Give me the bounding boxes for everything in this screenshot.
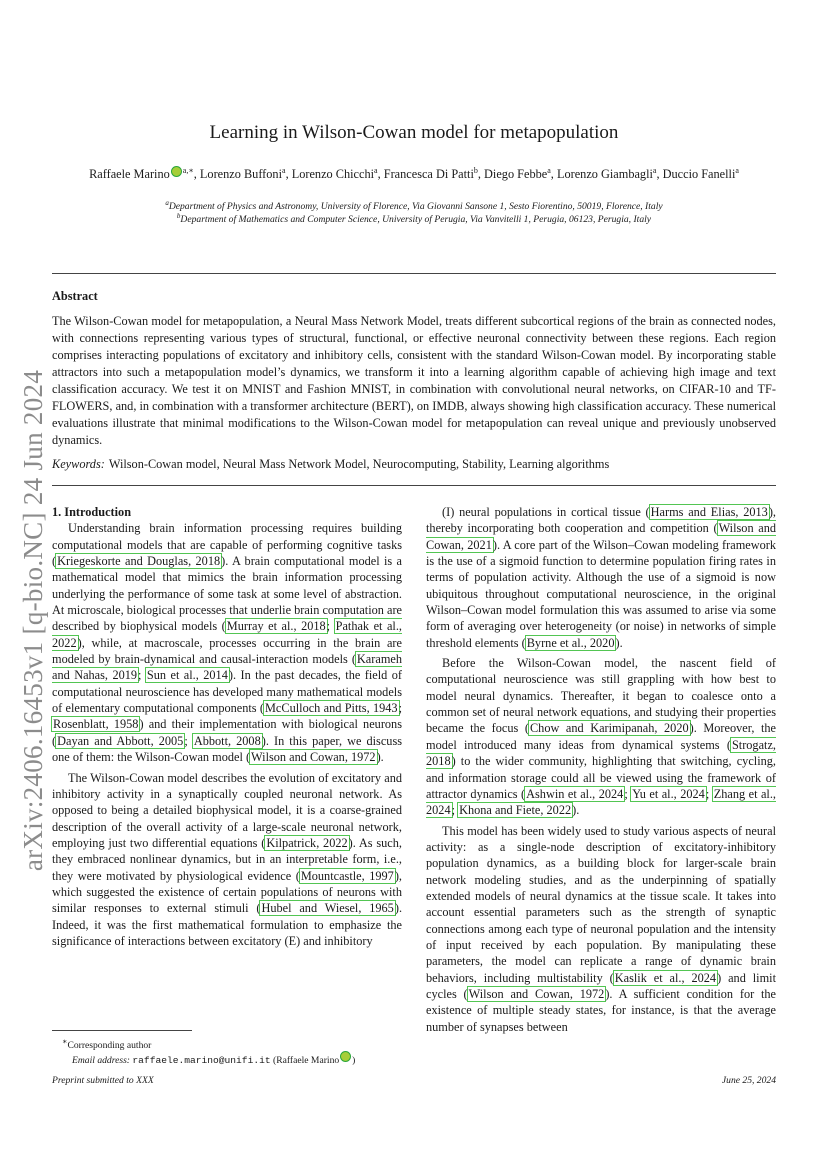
- citation-link[interactable]: Strogatz, 2018: [426, 737, 776, 769]
- citation-link[interactable]: Kilpatrick, 2022: [266, 835, 348, 850]
- body-text: ). Moreover, the model introduced many ideas from dynamical systems (: [426, 721, 776, 752]
- body-text: (I) neural populations in cortical tissue (: [442, 505, 650, 519]
- body-text: ;: [138, 668, 146, 683]
- citation-link[interactable]: Dayan and Abbott, 2005: [57, 733, 184, 748]
- body-text: ;: [184, 733, 193, 748]
- author-name: Lorenzo Giambagli: [556, 167, 653, 182]
- affiliation-mark: a: [165, 199, 169, 207]
- citation-link[interactable]: Harms and Elias, 2013: [650, 505, 768, 519]
- citation-link[interactable]: Wilson and Cowan, 1972: [468, 986, 605, 1001]
- citation-link[interactable]: Sun et al., 2014: [146, 668, 228, 683]
- section-heading: 1. Introduction: [52, 505, 132, 519]
- citation-link[interactable]: Murray et al., 2018: [226, 619, 326, 634]
- body-text: ). A core part of the Wilson–Cowan modeling framework is the use of a sigmoid function to determine population firing rates in terms of population activity. Although the use of a sigmoid is now ubiquitous throughout computational neuroscience, in the original Wilson–Cowan model formulation this was assumed to arise via some form of averaging over heterogeneity (or noise) in networks of simple threshold elements (: [426, 537, 776, 650]
- left-column: [52, 504, 402, 949]
- author-affiliation-mark: b: [473, 166, 478, 175]
- top-divider: [52, 273, 776, 274]
- abstract-text: The Wilson-Cowan model for metapopulation, a Neural Mass Network Model, treats different subcortical regions of the brain as connected nodes, with connections representing various types of structural, functional, or effective neuronal connectivity between these regions. Each region comprises interacting populations of excitatory and inhibitory cells, consistent with the standard Wilson-Cowan model. By incorporating stable attractors into such a metapopulation model’s dynamics, we transform it into a learning algorithm capable of achieving high image and text classification accuracy. We test it on MNIST and Fashion MNIST, in combination with convolutional neural networks, on CIFAR-10 and TF-FLOWERS, and, in combination with a transformer architecture (BERT), on IMDB, always showing high classification accuracy. These numerical evaluations illustrate that minimal modifications to the Wilson-Cowan model for metapopulation can reveal unique and previously unobserved dynamics.: [52, 314, 776, 447]
- body-text: ) to the wider community, highlighting that switching, cycling, and information storage could all be viewed using the framework of attractor dynamics (: [426, 754, 776, 801]
- citation-link[interactable]: Ashwin et al., 2024: [526, 786, 624, 801]
- citation-link[interactable]: Khona and Fiete, 2022: [459, 803, 572, 818]
- author-affiliation-mark: a,∗: [182, 166, 194, 175]
- author-name: Lorenzo Chicchi: [291, 167, 375, 182]
- footnote-mark: ∗: [62, 1037, 68, 1046]
- body-text: ;: [705, 786, 713, 801]
- author-name: Lorenzo Buffoni: [199, 167, 282, 182]
- author-name: Raffaele Marino: [89, 167, 170, 182]
- author-affiliation-mark: a: [652, 166, 657, 175]
- body-paragraph: [426, 504, 776, 651]
- author-affiliation-mark: a: [374, 166, 378, 175]
- citation-link[interactable]: Wilson and Cowan, 2021: [426, 521, 777, 552]
- paper-title: Learning in Wilson-Cowan model for metapopulation: [209, 122, 619, 143]
- keywords-label: Keywords:: [52, 457, 105, 471]
- arxiv-identifier-stamp: [14, 350, 54, 890]
- arxiv-id-text: arXiv:2406.16453v1 [q-bio.NC] 24 Jun 2024: [18, 369, 49, 871]
- footnote-corresponding-text: Corresponding author: [67, 1040, 152, 1052]
- footer-date: June 25, 2024: [721, 1075, 776, 1086]
- author-affiliation-mark: a: [735, 166, 739, 175]
- footnote-email: Email address: raffaele.marino@unifi.it (Raffaele Marino ): [72, 1051, 355, 1066]
- author-name: Francesca Di Patti: [383, 167, 474, 182]
- body-text: ;: [624, 786, 632, 801]
- keywords-line: [52, 457, 609, 472]
- body-text: ). In the past decades, the field of computational neuroscience has developed many mathematical models of elementary computational components (: [52, 668, 402, 716]
- body-text: ).: [376, 750, 384, 765]
- citation-link[interactable]: Zhang et al., 2024: [426, 786, 776, 818]
- body-text: ) and limit cycles (: [426, 970, 776, 1001]
- body-paragraph: [52, 770, 402, 950]
- body-text: ). A sufficient condition for the existence of multiple steady states, for instance, is that the average number of synapses between: [426, 986, 777, 1034]
- citation-link[interactable]: Yu et al., 2024: [632, 786, 705, 801]
- right-column-body: [426, 504, 776, 1035]
- email-label: Email address:: [72, 1055, 131, 1066]
- citation-link[interactable]: Rosenblatt, 1958: [53, 717, 139, 732]
- citation-link[interactable]: Kriegeskorte and Douglas, 2018: [57, 554, 221, 569]
- body-text: The Wilson-Cowan model describes the evolution of excitatory and inhibitory activity in a synaptically coupled neuronal network. As opposed to being a detailed biophysical model, it is a coarse-grained description of the overall activity of a large-scale neuronal network, employing just two differential equations (: [52, 770, 402, 850]
- body-text: ;: [326, 619, 335, 634]
- body-text: ), thereby incorporating both cooperation and competition (: [426, 505, 776, 536]
- affiliation-mark: b: [176, 212, 181, 220]
- left-column-body: [52, 520, 402, 949]
- affiliation-b: [0, 212, 828, 225]
- body-text: ;: [451, 803, 459, 818]
- body-text: This model has been widely used to study various aspects of neural activity: as a single-node description of excitatory-inhibitory population dynamics, as a building block for larger-scale brain network modeling studies, and as the underpinning of spatially extended models of neural dynamics at the tissue scale. It takes into account essential parameters such as the strength of synaptic connections among each type of neuronal population and the intensity of input received by each population. By manipulating these parameters, the model can replicate a range of dynamic brain behaviors, including multistability (: [426, 823, 776, 985]
- body-text: ).: [572, 803, 580, 818]
- citation-link[interactable]: Pathak et al., 2022: [52, 619, 402, 650]
- author-name: Diego Febbe: [484, 167, 548, 182]
- keywords-text: Wilson-Cowan model, Neural Mass Network Model, Neurocomputing, Stability, Learning algorithms: [108, 457, 610, 471]
- right-column: [426, 504, 776, 1035]
- citation-link[interactable]: Karameh and Nahas, 2019: [52, 652, 402, 683]
- body-text: Understanding brain information processing requires building computational models that are capable of performing cognitive tasks (: [52, 521, 402, 569]
- citation-link[interactable]: Wilson and Cowan, 1972: [251, 750, 376, 765]
- body-text: Before the Wilson-Cowan model, the nascent field of computational neuroscience was still grappling with how best to model neural dynamics. Thereafter, it began to coalesce onto a common set of neural network equations, and studying their properties became the focus (: [426, 656, 776, 736]
- citation-link[interactable]: McCulloch and Pitts, 1943: [265, 701, 398, 716]
- body-text: ). A brain computational model is a mathematical model that mimics the brain information processing underlying the performance of some task at some level of abstraction. At microscale, biological processes that underlie brain computation are described by biophysical models (: [52, 554, 403, 634]
- body-paragraph: [426, 823, 776, 1035]
- citation-link[interactable]: Chow and Karimipanah, 2020: [529, 721, 689, 736]
- footer-preprint: Preprint submitted to XXX: [52, 1075, 154, 1086]
- affiliation-text: Department of Physics and Astronomy, University of Florence, Via Giovanni Sansone 1, Sesto Fiorentino, 50019, Florence, Italy: [168, 201, 663, 213]
- citation-link[interactable]: Kaslik et al., 2024: [614, 970, 717, 985]
- email-owner: (Raffaele Marino: [273, 1055, 340, 1066]
- citation-link[interactable]: Hubel and Wiesel, 1965: [261, 901, 394, 916]
- footnote-corresponding: [62, 1037, 151, 1051]
- body-text: ;: [398, 701, 402, 716]
- body-text: ). As such, they embraced nonlinear dynamics, but in an interpretable form, i.e., they were motivated by physiological evidence (: [52, 835, 402, 883]
- body-text: ) and their implementation with biological neurons (: [52, 717, 402, 748]
- author-name: Duccio Fanelli: [662, 167, 736, 182]
- orcid-icon[interactable]: [340, 1051, 351, 1062]
- citation-link[interactable]: Abbott, 2008: [193, 733, 261, 748]
- body-text: ). Indeed, it was the first mathematical formulation to emphasize the significance of interactions between excitatory (E) and inhibitory: [52, 901, 403, 948]
- body-paragraph: [52, 520, 402, 765]
- citation-link[interactable]: Mountcastle, 1997: [300, 868, 394, 883]
- affiliation-text: Department of Mathematics and Computer Science, University of Perugia, Via Vanvitelli 1, Perugia, 06123, Perugia, Italy: [180, 214, 652, 226]
- abstract-heading: Abstract: [52, 289, 98, 303]
- abstract-divider: [52, 485, 776, 486]
- affiliation-a: [0, 199, 828, 212]
- body-paragraph: [426, 655, 776, 818]
- author-list: Raffaele Marino $^{a,∗}$, Lorenzo Buffoni$^a$, Lorenzo Chicchi$^a$, Francesca Di Patti$^b$, Diego Febbe$^a$, Lorenzo Giambagli$^a$, Duccio Fanelli$^a$: [89, 166, 739, 182]
- citation-link[interactable]: Byrne et al., 2020: [526, 635, 615, 650]
- author-affiliation-mark: a: [282, 166, 286, 175]
- orcid-icon[interactable]: [171, 166, 182, 177]
- body-text: ), which suggested the existence of certain populations of neurons with similar responses to external stimuli (: [52, 868, 402, 916]
- body-text: ).: [615, 635, 623, 650]
- footnote-rule: [52, 1030, 192, 1031]
- body-text: ), while, at macroscale, processes occurring in the brain are modeled by brain-dynamical and causal-interaction models (: [52, 635, 402, 667]
- email-address-link[interactable]: raffaele.marino@unifi.it: [132, 1055, 271, 1066]
- body-text: ). In this paper, we discuss one of them: the Wilson-Cowan model (: [52, 733, 403, 765]
- author-affiliation-mark: a: [547, 166, 551, 175]
